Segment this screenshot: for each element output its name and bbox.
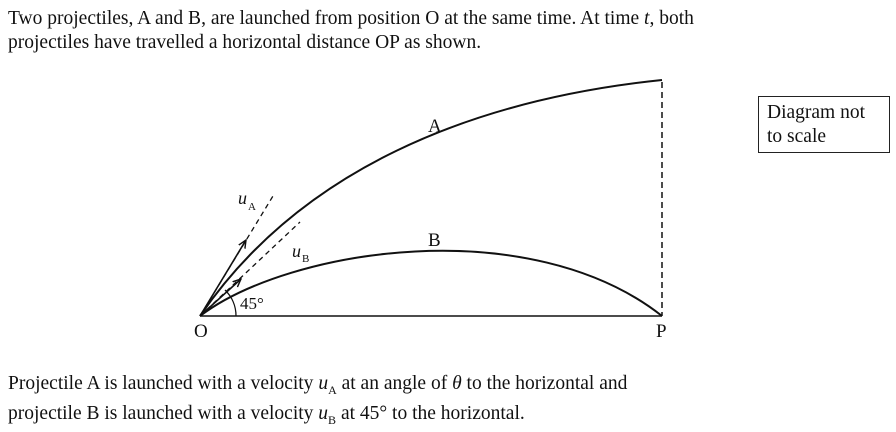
velocity-arrow-b [200,279,241,316]
outro-paragraph [8,372,888,432]
outro-text-3: to the horizontal and [461,373,628,394]
origin-label: O [194,321,208,342]
outro-text-4: projectile B is launched with a velocity [8,402,319,424]
velocity-b-subscript: B [328,412,337,427]
outro-text-5: at 45° to the horizontal. [336,402,525,424]
outro-text-1: Projectile A is launched with a velocity [8,373,319,394]
velocity-a-subscript: A [328,382,337,397]
velocity-b-symbol: u [318,402,329,424]
note-line-1: Diagram not [767,102,866,123]
intro-text-1: Two projectiles, A and B, are launched from position O at the same time. At time [8,8,645,29]
velocity-a-symbol: u [318,373,329,394]
outro-text-2: at an angle of [336,373,453,394]
velocity-b-label: $u_B$ [292,241,310,265]
note-line-2: to scale [767,126,827,147]
time-symbol: t [644,8,650,29]
path-a-label: A [428,116,442,137]
intro-text-3: projectiles have travelled a horizontal distance OP as shown. [8,32,482,53]
end-point-label: P [656,321,667,342]
theta-symbol: θ [452,373,462,394]
path-b-label: B [428,230,441,251]
velocity-a-label: $u_A$ [238,188,256,213]
angle-label: 45° [240,294,264,313]
intro-text-2: , both [649,8,694,29]
trajectory-b [200,251,662,316]
